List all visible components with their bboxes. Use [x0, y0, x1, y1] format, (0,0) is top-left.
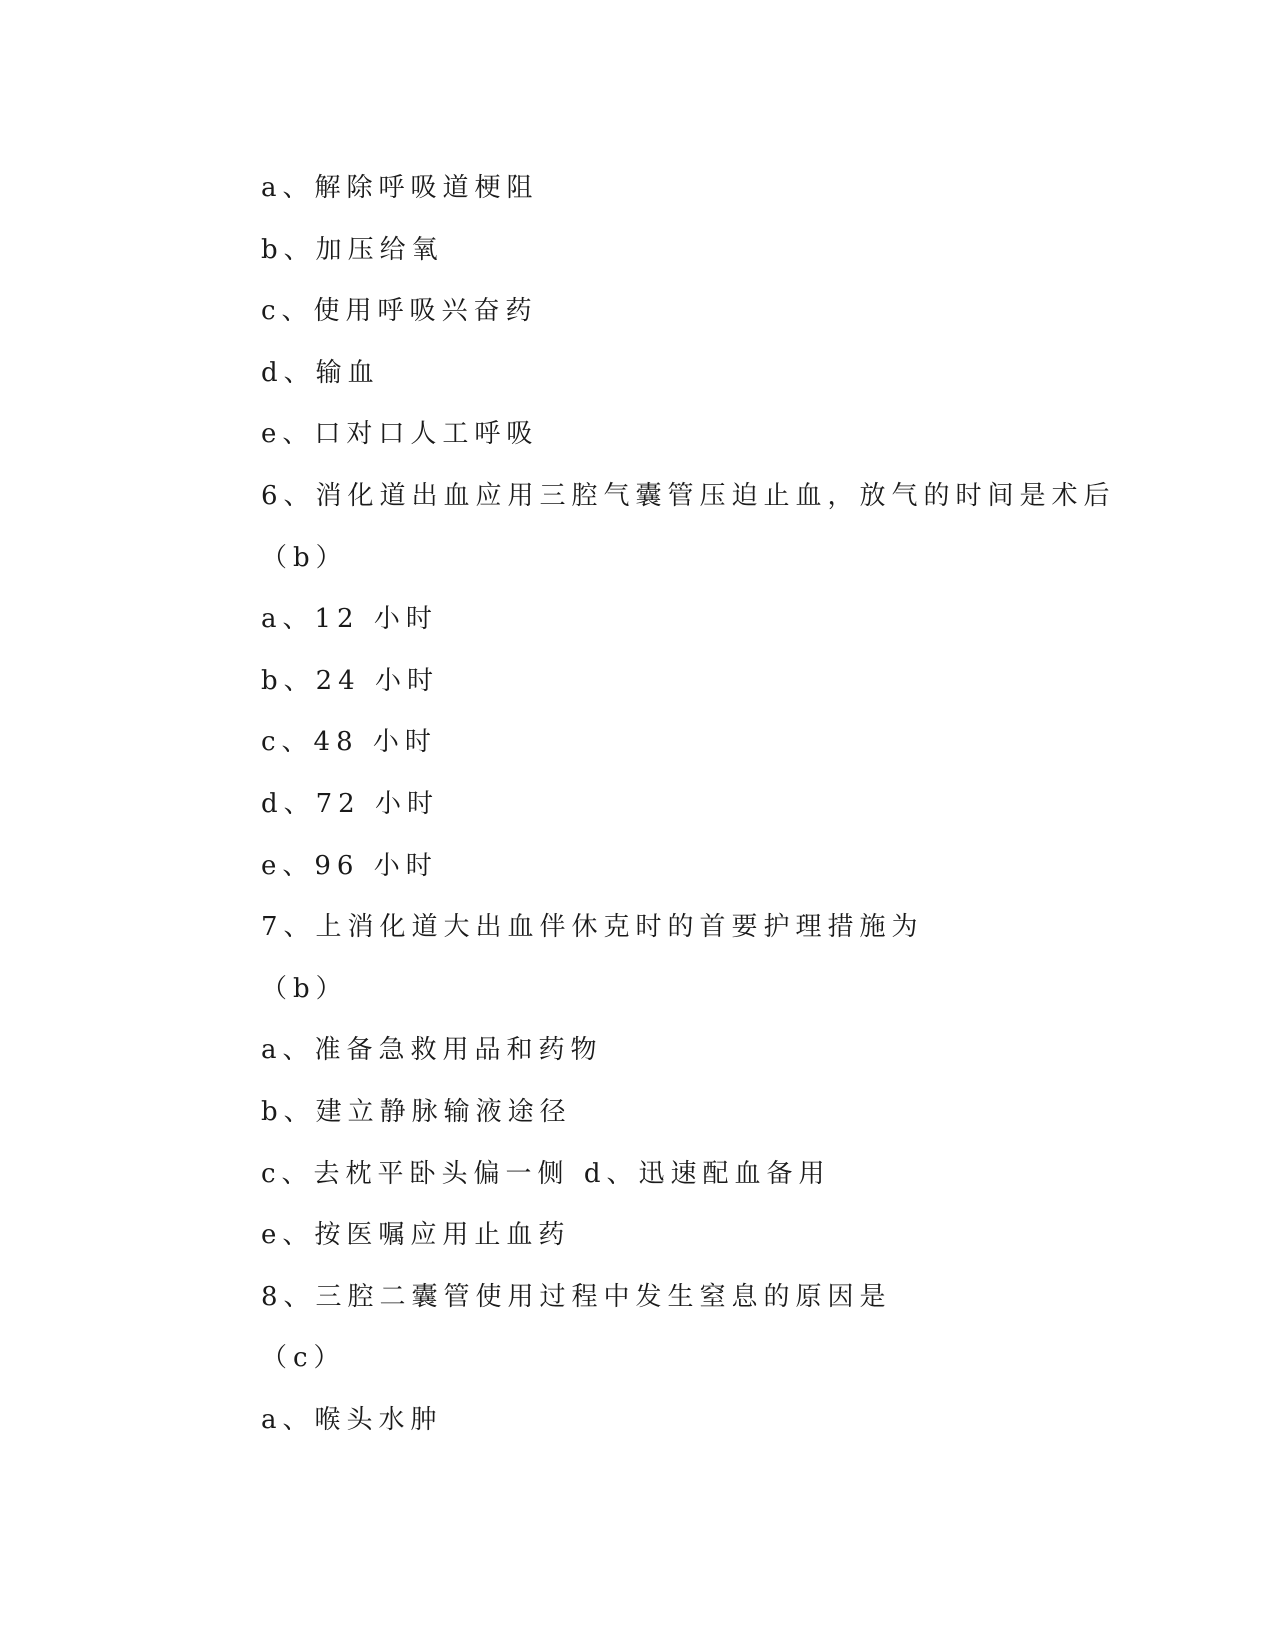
question-8: 8、三腔二囊管使用过程中发生窒息的原因是: [261, 1281, 892, 1312]
q6-option-b: b、24 小时: [261, 665, 439, 696]
option-d-transfusion: d、输血: [261, 357, 380, 388]
document-body: [261, 158, 1161, 1451]
question-7-answer: （b）: [261, 973, 348, 1004]
question-6: 6、消化道出血应用三腔气囊管压迫止血，放气的时间是术后: [261, 480, 1116, 511]
question-6-answer: （b）: [261, 542, 348, 573]
q7-option-a: a、准备急救用品和药物: [261, 1035, 603, 1066]
q7-option-c-d: c、去枕平卧头偏一侧 d、迅速配血备用: [261, 1158, 831, 1189]
q7-option-e: e、按医嘱应用止血药: [261, 1220, 571, 1251]
question-8-answer: （c）: [261, 1343, 346, 1374]
option-e-mouth-to-mouth: e、口对口人工呼吸: [261, 419, 539, 450]
option-a-clear-airway: a、解除呼吸道梗阻: [261, 173, 539, 203]
q6-option-a: a、12 小时: [261, 604, 438, 635]
q6-option-e: e、96 小时: [261, 850, 438, 881]
question-7: 7、上消化道大出血伴休克时的首要护理措施为: [261, 912, 924, 943]
option-b-pressurized-oxygen: b、加压给氧: [261, 234, 444, 265]
option-c-respiratory-stimulant: c、使用呼吸兴奋药: [261, 296, 538, 327]
q8-option-a: a、喉头水肿: [261, 1404, 443, 1435]
q6-option-c: c、48 小时: [261, 727, 437, 758]
q7-option-b: b、建立静脉输液途径: [261, 1096, 572, 1127]
q6-option-d: d、72 小时: [261, 788, 439, 819]
